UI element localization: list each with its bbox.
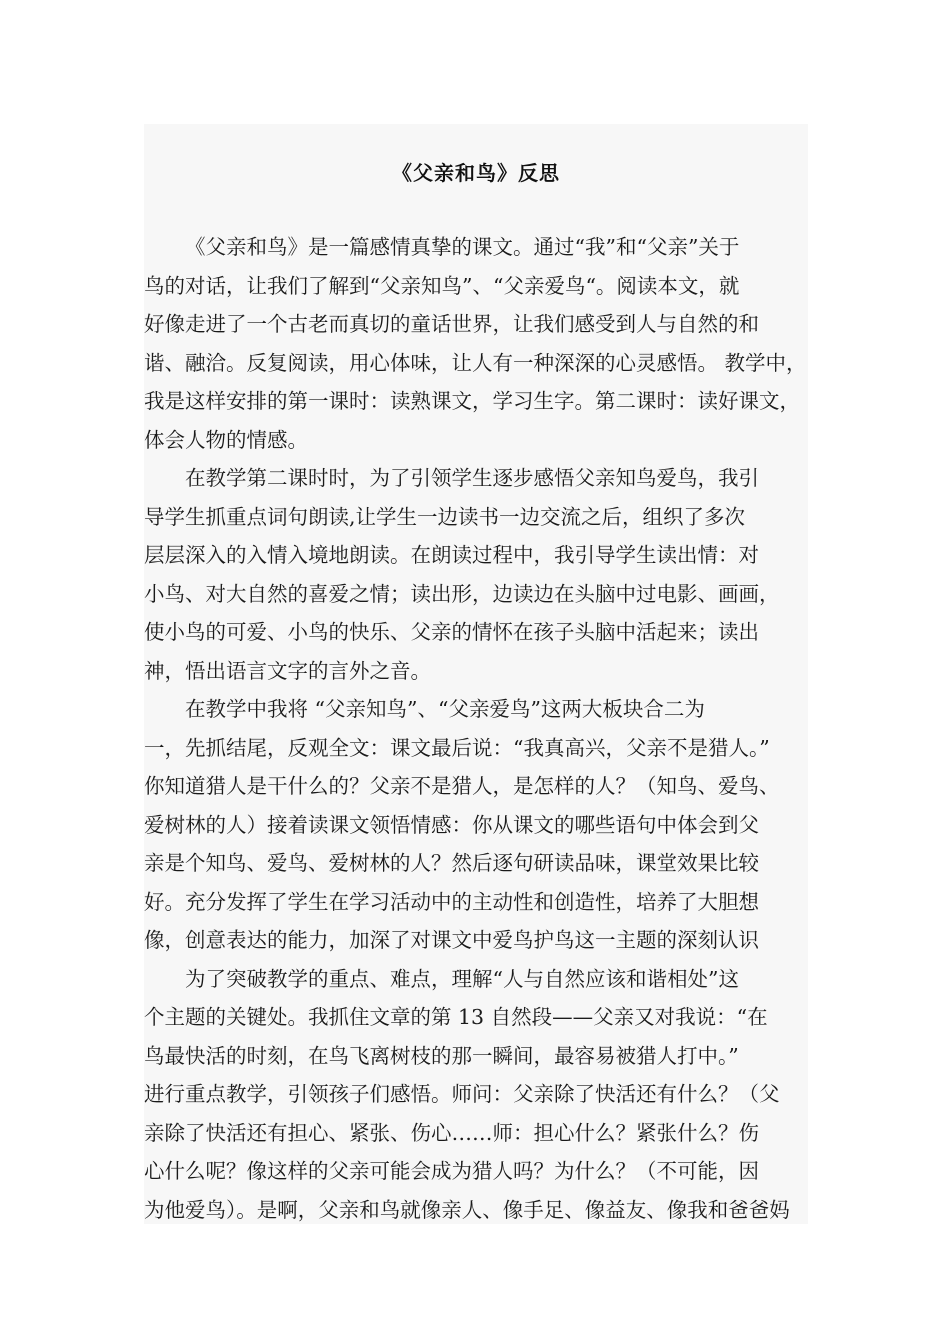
- paragraph-4: [144, 960, 814, 1230]
- paragraph-2: [144, 459, 814, 690]
- text-line: 谐、融洽。反复阅读，用心体味，让人有一种深深的心灵感悟。 教学中，: [144, 350, 807, 375]
- paragraph-3: [144, 690, 814, 960]
- text-line: 我是这样安排的第一课时：读熟课文，学习生字。第二课时：读好课文，: [144, 389, 800, 413]
- text-line: 为他爱鸟）。是啊，父亲和鸟就像亲人、像手足、像益友、像我和爸爸妈: [144, 1197, 790, 1222]
- text-line: 心什么呢？像这样的父亲可能会成为猎人吗？为什么？（不可能，因: [144, 1159, 759, 1183]
- text-line: 鸟的对话，让我们了解到“父亲知鸟”、“父亲爱鸟“。阅读本文，就: [144, 273, 740, 298]
- text-line: 亲是个知鸟、爱鸟、爱树林的人？然后逐句研读品味，课堂效果比较: [144, 851, 759, 875]
- text-line: 神，悟出语言文字的言外之音。: [144, 658, 431, 683]
- paragraph-1: [144, 228, 814, 459]
- text-line: 一，先抓结尾，反观全文：课文最后说：“我真高兴，父亲不是猎人。”: [144, 735, 770, 760]
- text-line: 层层深入的入情入境地朗读。在朗读过程中，我引导学生读出情：对: [144, 543, 759, 567]
- text-line: 在教学中我将 “父亲知鸟”、“父亲爱鸟”这两大板块合二为: [185, 697, 705, 721]
- text-line: 你知道猎人是干什么的？父亲不是猎人，是怎样的人？（知鸟、爱鸟、: [144, 774, 780, 798]
- text-line: 小鸟、对大自然的喜爱之情；读出形，边读边在头脑中过电影、画画，: [144, 581, 780, 606]
- text-line: 爱树林的人）接着读课文领悟情感：你从课文的哪些语句中体会到父: [144, 812, 759, 837]
- text-line: 导学生抓重点词句朗读,让学生一边读书一边交流之后，组织了多次: [144, 504, 746, 529]
- text-line: 鸟最快活的时刻，在鸟飞离树枝的那一瞬间，最容易被猎人打中。”: [144, 1043, 739, 1068]
- text-line: 《父亲和鸟》是一篇感情真挚的课文。通过“我”和“父亲”关于: [185, 235, 740, 259]
- text-line: 亲除了快活还有担心、紧张、伤心……师：担心什么？紧张什么？伤: [144, 1120, 759, 1145]
- text-line: 好。充分发挥了学生在学习活动中的主动性和创造性，培养了大胆想: [144, 889, 759, 914]
- document-title: 《父亲和鸟》反思: [392, 161, 560, 185]
- text-line: 像，创意表达的能力，加深了对课文中爱鸟护鸟这一主题的深刻认识: [144, 928, 759, 952]
- text-line: 为了突破教学的重点、难点，理解“人与自然应该和谐相处”这: [185, 966, 739, 991]
- text-line: 好像走进了一个古老而真切的童话世界，让我们感受到人与自然的和: [144, 312, 759, 336]
- text-line: 个主题的关键处。我抓住文章的第 13 自然段——父亲又对我说：“在: [144, 1005, 768, 1029]
- text-line: 进行重点教学，引领孩子们感悟。师问：父亲除了快活还有什么？（父: [144, 1082, 780, 1106]
- document-body: [144, 228, 814, 1229]
- text-line: 体会人物的情感。: [144, 427, 308, 452]
- text-line: 使小鸟的可爱、小鸟的快乐、父亲的情怀在孩子头脑中活起来；读出: [144, 620, 759, 644]
- text-line: 在教学第二课时时，为了引领学生逐步感悟父亲知鸟爱鸟，我引: [185, 466, 759, 490]
